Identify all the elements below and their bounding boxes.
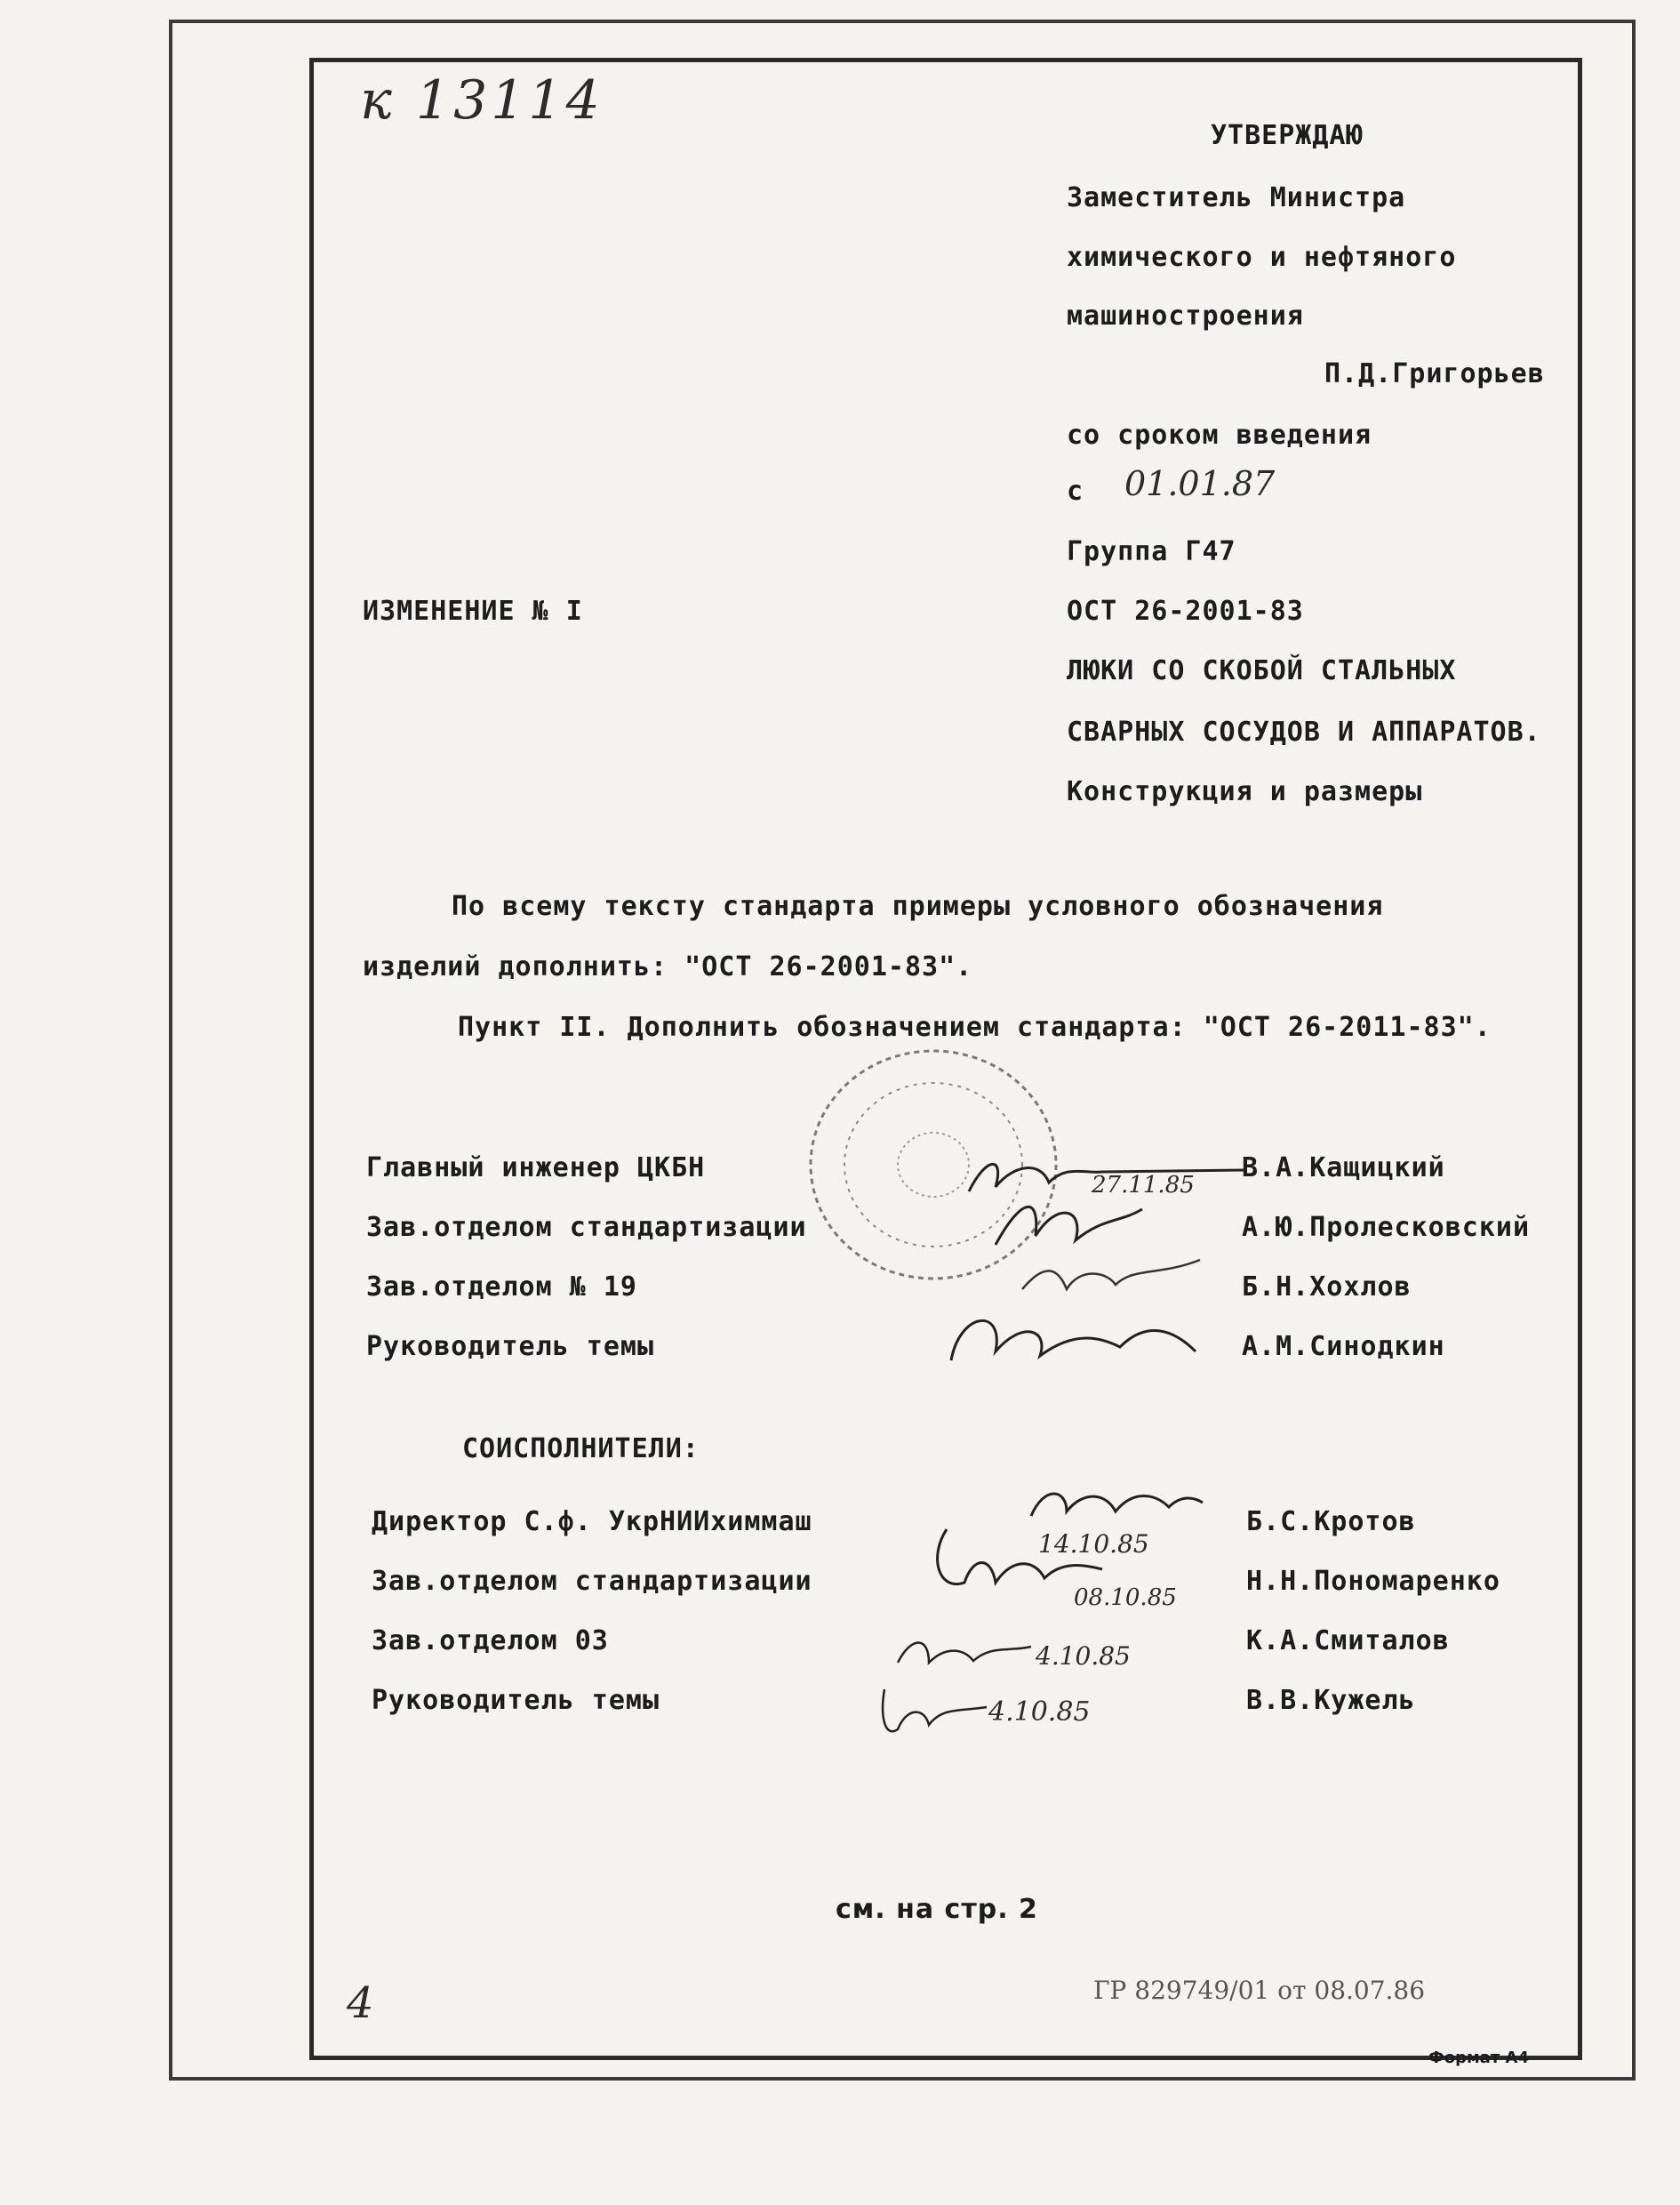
change-label: ИЗМЕНЕНИЕ № I bbox=[363, 596, 583, 627]
standard-title-line1: ЛЮКИ СО СКОБОЙ СТАЛЬНЫХ bbox=[1067, 655, 1457, 686]
signature-khokhlov bbox=[1018, 1249, 1204, 1303]
intro-date: 01.01.87 bbox=[1124, 464, 1276, 503]
signatory-role-3: Зав.отделом № 19 bbox=[366, 1271, 637, 1303]
approval-line3: машиностроения bbox=[1067, 301, 1304, 332]
coexecutor-date-1: 14.10.85 bbox=[1038, 1529, 1149, 1559]
standard-title-line3: Конструкция и размеры bbox=[1067, 776, 1423, 807]
body-para1-line1: По всему тексту стандарта примеры условного обозначения bbox=[452, 891, 1384, 922]
approval-name: П.Д.Григорьев bbox=[1324, 358, 1545, 389]
group-label: Группа Г47 bbox=[1067, 536, 1236, 567]
approval-line1: Заместитель Министра bbox=[1067, 182, 1406, 213]
standard-title-line2: СВАРНЫХ СОСУДОВ И АППАРАТОВ. bbox=[1067, 717, 1541, 748]
signature-sinodkin bbox=[942, 1303, 1200, 1374]
coexecutor-date-4: 4.10.85 bbox=[988, 1696, 1091, 1728]
coexecutor-name-3: К.А.Смиталов bbox=[1246, 1625, 1450, 1656]
signatory-role-1: Главный инженер ЦКБН bbox=[366, 1152, 706, 1183]
coexecutor-date-2: 08.10.85 bbox=[1074, 1584, 1177, 1611]
signatory-name-4: А.М.Синодкин bbox=[1242, 1331, 1445, 1362]
page-number: 4 bbox=[347, 1978, 374, 2028]
coexecutor-role-3: Зав.отделом 03 bbox=[372, 1625, 609, 1656]
standard-code: ОСТ 26-2001-83 bbox=[1067, 596, 1304, 627]
signatory-name-1: В.А.Кащицкий bbox=[1242, 1152, 1445, 1183]
signatory-role-2: Зав.отделом стандартизации bbox=[366, 1212, 807, 1243]
format-label: Формат А4 bbox=[1428, 2049, 1529, 2067]
signatory-date-1: 27.11.85 bbox=[1092, 1172, 1195, 1199]
coexecutors-heading: СОИСПОЛНИТЕЛИ: bbox=[462, 1433, 700, 1464]
approval-line2: химического и нефтяного bbox=[1067, 242, 1457, 273]
coexecutor-date-3: 4.10.85 bbox=[1036, 1641, 1131, 1671]
body-para2: Пункт II. Дополнить обозначением стандарта: "ОСТ 26-2011-83". bbox=[458, 1012, 1492, 1043]
coexecutor-name-2: Н.Н.Пономаренко bbox=[1246, 1566, 1500, 1597]
signatory-name-2: А.Ю.Пролесковский bbox=[1242, 1212, 1531, 1243]
coexecutor-role-2: Зав.отделом стандартизации bbox=[372, 1566, 812, 1597]
signature-kuzhel bbox=[876, 1680, 991, 1743]
see-page-note: см. на стр. 2 bbox=[836, 1894, 1038, 1925]
signatory-role-4: Руководитель темы bbox=[366, 1331, 655, 1362]
coexecutor-role-1: Директор С.ф. УкрНИИхиммаш bbox=[372, 1506, 812, 1537]
registration-number: ГР 829749/01 от 08.07.86 bbox=[1093, 1976, 1426, 2005]
signature-ponomarenko bbox=[929, 1520, 1107, 1600]
signature-smitalov bbox=[893, 1627, 1036, 1676]
body-para1-line2: изделий дополнить: "ОСТ 26-2001-83". bbox=[363, 951, 973, 982]
coexecutor-name-1: Б.С.Кротов bbox=[1246, 1506, 1416, 1537]
archive-number: к 13114 bbox=[360, 69, 604, 132]
intro-label: со сроком введения bbox=[1067, 420, 1372, 451]
coexecutor-role-4: Руководитель темы bbox=[372, 1685, 660, 1716]
coexecutor-name-4: В.В.Кужель bbox=[1246, 1685, 1416, 1716]
signature-proleskovsky bbox=[987, 1191, 1147, 1254]
signatory-name-3: Б.Н.Хохлов bbox=[1242, 1271, 1412, 1303]
intro-prefix: с bbox=[1067, 476, 1084, 507]
approval-title: УТВЕРЖДАЮ bbox=[1211, 120, 1364, 151]
